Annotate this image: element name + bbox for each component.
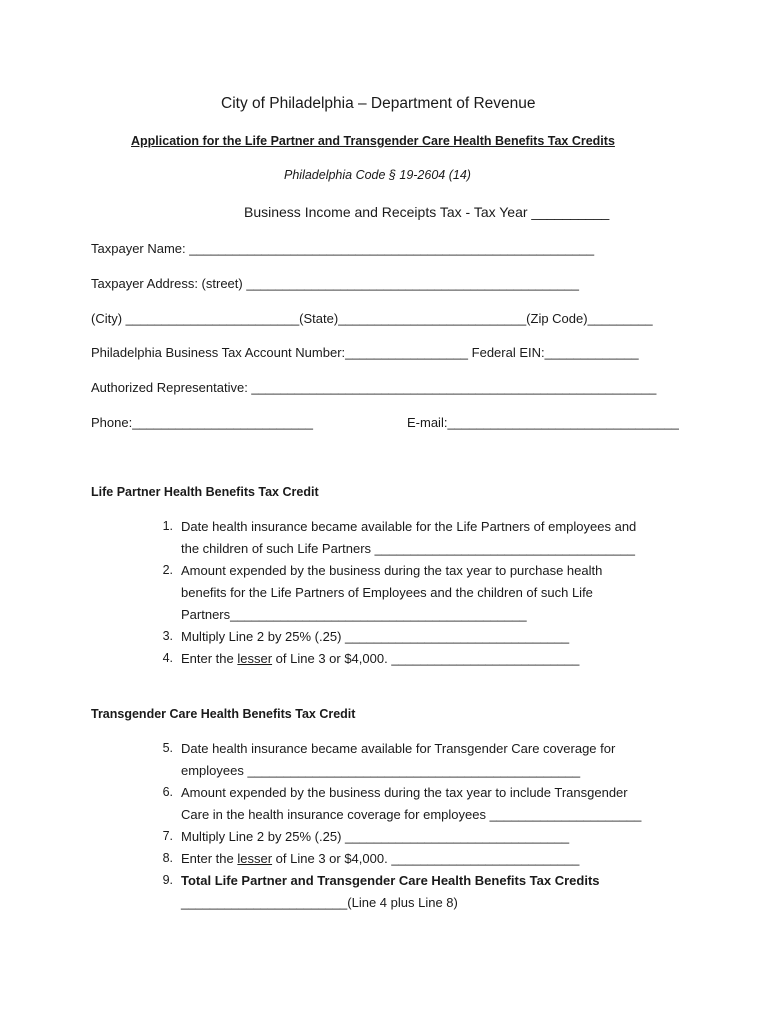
item-3-line1[interactable]: Multiply Line 2 by 25% (.25) _______________________________ <box>181 629 570 644</box>
transgender-care-heading: Transgender Care Health Benefits Tax Credit <box>91 707 356 721</box>
phone-field[interactable]: Phone:_________________________ <box>91 415 313 430</box>
item-6-line1: Amount expended by the business during the tax year to include Transgender <box>181 785 628 800</box>
item-2-line2: benefits for the Life Partners of Employees and the children of such Life <box>181 585 593 600</box>
taxpayer-address-field[interactable]: Taxpayer Address: (street) ______________________________________________ <box>91 276 579 291</box>
item-number: 3. <box>162 629 173 643</box>
item-number: 9. <box>162 873 173 887</box>
item-8-lesser: lesser <box>237 851 273 866</box>
item-number: 2. <box>162 563 173 577</box>
item-4-line1[interactable] <box>181 652 579 665</box>
item-4-lesser: lesser <box>237 651 273 666</box>
item-4-pre: Enter the <box>181 651 238 666</box>
authorized-representative-field[interactable]: Authorized Representative: ________________________________________________________ <box>91 380 657 395</box>
item-5-line2[interactable]: employees ______________________________________________ <box>181 763 581 778</box>
email-field[interactable]: E-mail:________________________________ <box>407 415 679 430</box>
taxpayer-name-field[interactable]: Taxpayer Name: ________________________________________________________ <box>91 241 595 256</box>
item-6-line2[interactable]: Care in the health insurance coverage for employees _____________________ <box>181 807 642 822</box>
item-number: 4. <box>162 651 173 665</box>
item-9-line2[interactable]: _______________________(Line 4 plus Line 8) <box>181 895 458 910</box>
item-8-line1[interactable] <box>181 852 579 865</box>
item-number: 6. <box>162 785 173 799</box>
page-title: City of Philadelphia – Department of Revenue <box>221 95 536 112</box>
item-number: 1. <box>162 519 173 533</box>
item-7-line1[interactable]: Multiply Line 2 by 25% (.25) _______________________________ <box>181 829 570 844</box>
item-8-post: of Line 3 or $4,000. __________________________ <box>272 851 580 866</box>
item-5-line1: Date health insurance became available for Transgender Care coverage for <box>181 741 616 756</box>
item-2-line3[interactable]: Partners_________________________________________ <box>181 607 527 622</box>
item-2-line1: Amount expended by the business during the tax year to purchase health <box>181 563 603 578</box>
life-partner-heading: Life Partner Health Benefits Tax Credit <box>91 485 319 499</box>
city-state-zip-field[interactable]: (City) ________________________(State)__________________________(Zip Code)_________ <box>91 311 653 326</box>
item-1-line2[interactable]: the children of such Life Partners ____________________________________ <box>181 541 635 556</box>
code-reference: Philadelphia Code § 19-2604 (14) <box>284 168 471 182</box>
account-number-ein-field[interactable]: Philadelphia Business Tax Account Number:_________________ Federal EIN:_____________ <box>91 345 639 360</box>
item-8-pre: Enter the <box>181 851 238 866</box>
item-9-line1: Total Life Partner and Transgender Care Health Benefits Tax Credits <box>181 873 600 888</box>
item-4-post: of Line 3 or $4,000. __________________________ <box>272 651 580 666</box>
item-number: 8. <box>162 851 173 865</box>
item-number: 7. <box>162 829 173 843</box>
item-number: 5. <box>162 741 173 755</box>
tax-year-line[interactable]: Business Income and Receipts Tax - Tax Year __________ <box>244 204 610 220</box>
item-1-line1: Date health insurance became available for the Life Partners of employees and <box>181 519 637 534</box>
form-subtitle: Application for the Life Partner and Transgender Care Health Benefits Tax Credits <box>131 134 615 148</box>
